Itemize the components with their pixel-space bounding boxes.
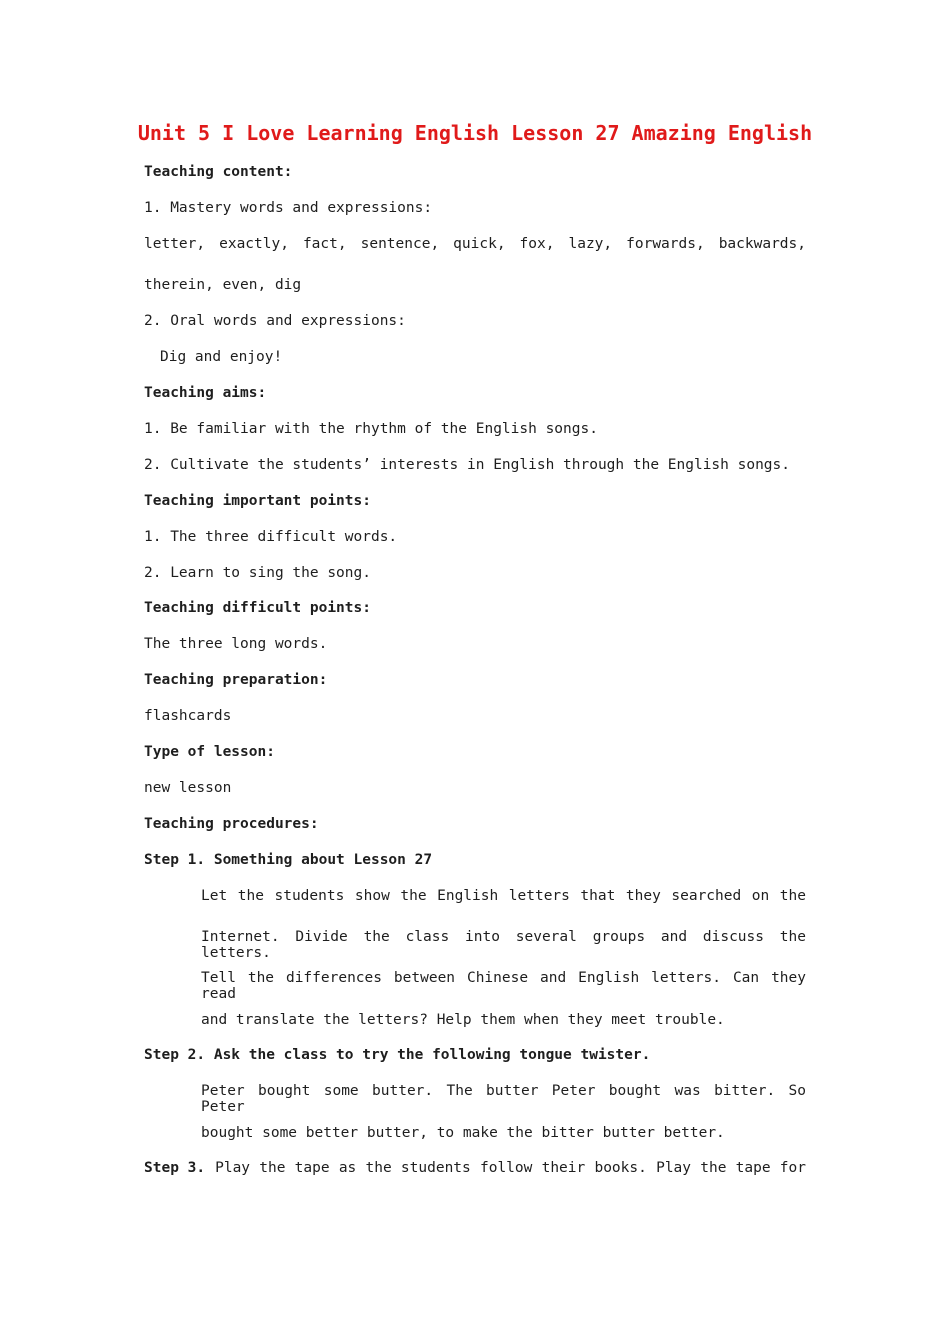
step-1-line-3: Tell the differences between Chinese and English letters. Can they read — [201, 970, 806, 1002]
teaching-content-heading: Teaching content: — [144, 164, 293, 180]
aim-item-2: 2. Cultivate the students’ interests in English through the English songs. — [144, 457, 791, 473]
vocabulary-line-1: letter, exactly, fact, sentence, quick, fox, lazy, forwards, backwards, — [144, 236, 806, 252]
important-points-heading: Teaching important points: — [144, 493, 371, 509]
difficult-points-heading: Teaching difficult points: — [144, 600, 371, 616]
procedures-heading: Teaching procedures: — [144, 816, 319, 832]
preparation-text: flashcards — [144, 708, 232, 724]
step-2-label: Step 2. Ask the class to try the following tongue twister. — [144, 1047, 651, 1063]
step-1-line-4: and translate the letters? Help them when they meet trouble. — [201, 1012, 725, 1028]
step-1-label: Step 1. Something about Lesson 27 — [144, 852, 433, 868]
step-3-text: Play the tape as the students follow their books. Play the tape for — [215, 1160, 806, 1176]
teaching-aims-heading: Teaching aims: — [144, 385, 267, 401]
preparation-heading: Teaching preparation: — [144, 672, 328, 688]
step-2-line-1: Peter bought some butter. The butter Peter bought was bitter. So Peter — [201, 1083, 806, 1115]
lesson-type-text: new lesson — [144, 780, 232, 796]
difficult-point-text: The three long words. — [144, 636, 328, 652]
important-point-2: 2. Learn to sing the song. — [144, 565, 371, 581]
step-3-line — [144, 1160, 806, 1176]
important-point-1: 1. The three difficult words. — [144, 529, 398, 545]
step-1-line-2: Internet. Divide the class into several groups and discuss the letters. — [201, 929, 806, 961]
lesson-type-heading: Type of lesson: — [144, 744, 275, 760]
vocabulary-line-2: therein, even, dig — [144, 277, 302, 293]
document-title: Unit 5 I Love Learning English Lesson 27 Amazing English — [137, 121, 813, 145]
content-item-2: 2. Oral words and expressions: — [144, 313, 406, 329]
step-1-line-1: Let the students show the English letters that they searched on the — [201, 888, 806, 904]
step-3-label: Step 3. — [144, 1160, 206, 1176]
oral-expression: Dig and enjoy! — [160, 349, 283, 365]
aim-item-1: 1. Be familiar with the rhythm of the English songs. — [144, 421, 598, 437]
content-item-1: 1. Mastery words and expressions: — [144, 200, 433, 216]
step-2-line-2: bought some better butter, to make the bitter butter better. — [201, 1125, 725, 1141]
